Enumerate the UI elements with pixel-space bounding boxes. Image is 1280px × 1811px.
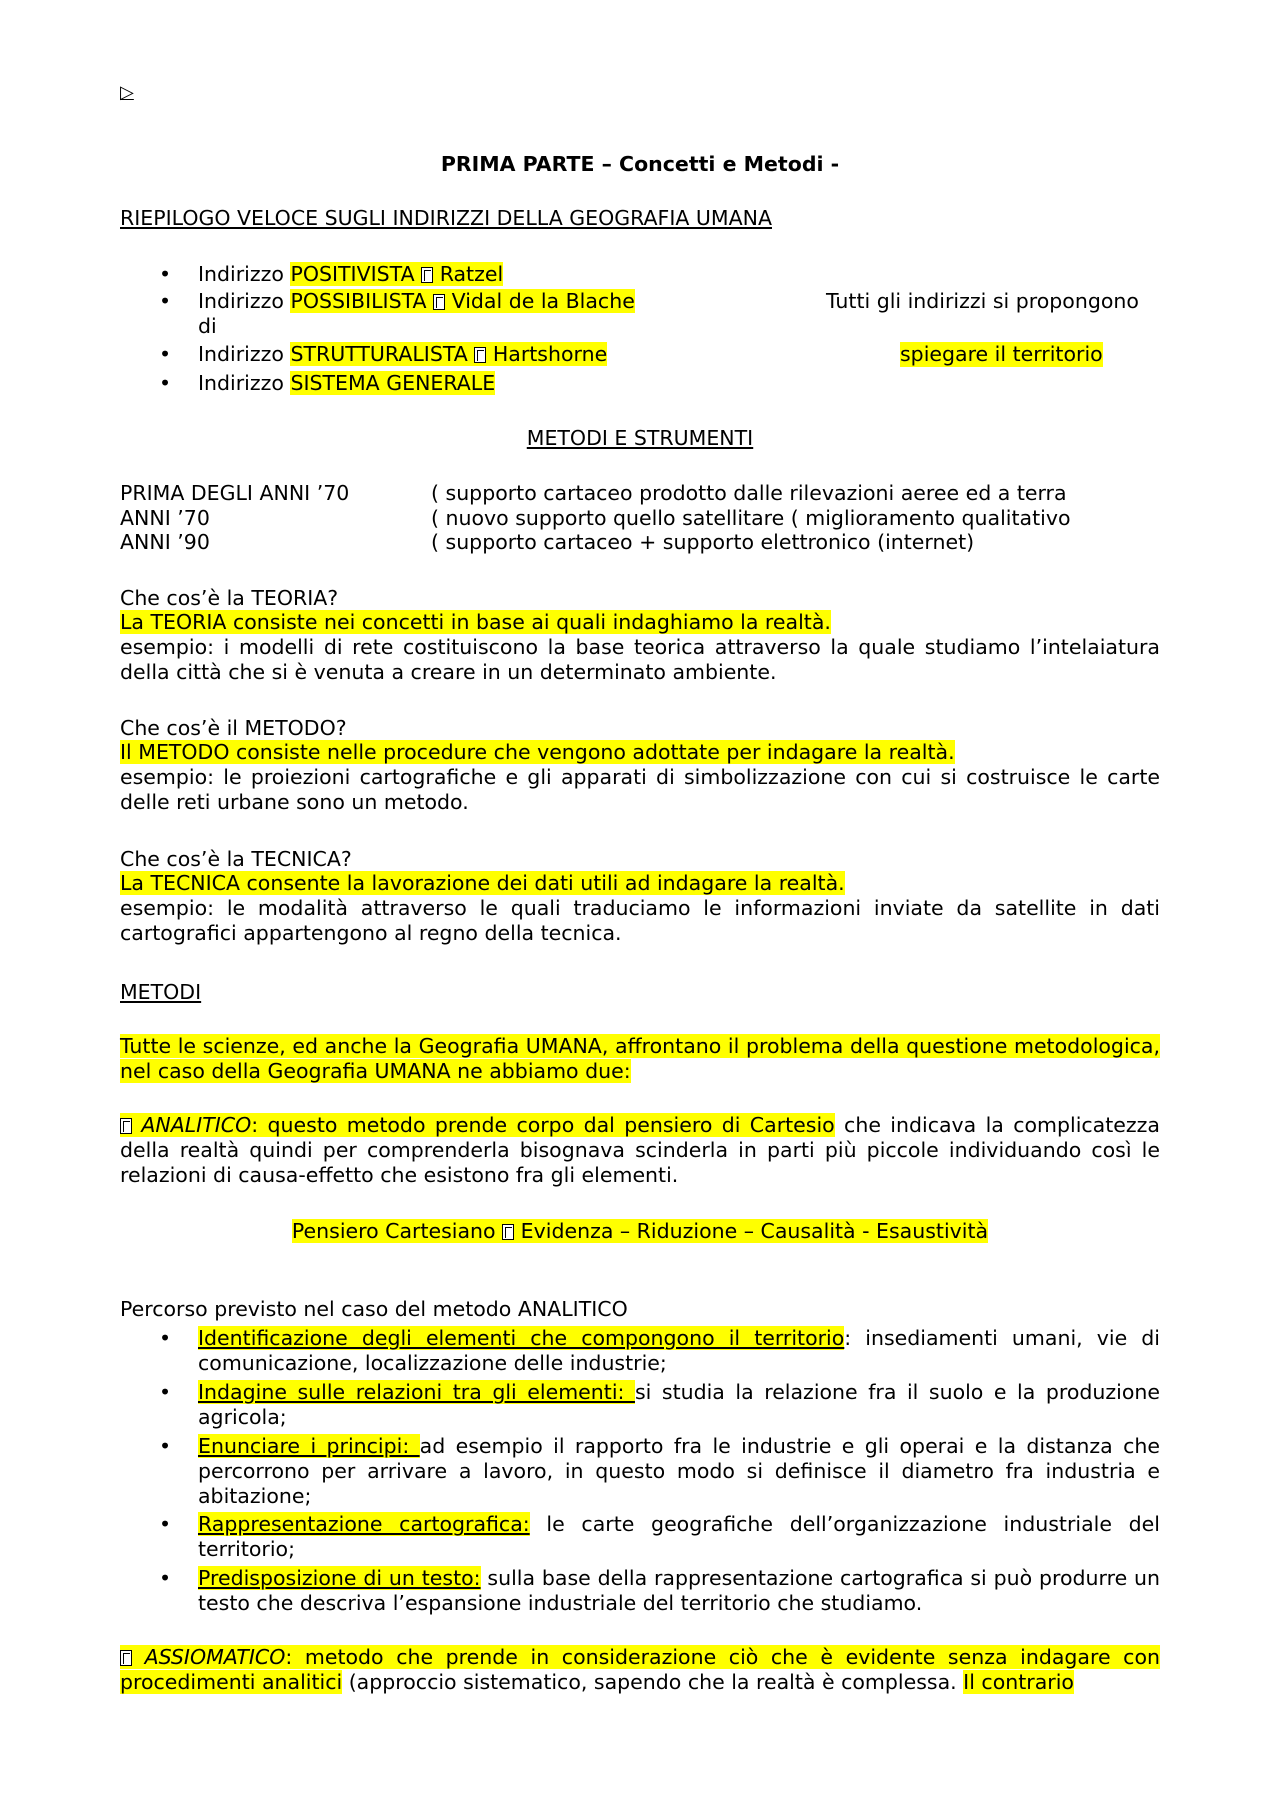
tecnica-question: Che cos’è la TECNICA? xyxy=(120,847,352,871)
list-item: Predisposizione di un testo: sulla base della rappresentazione cartografica si può produrre un testo che descriva l’espansione industriale del territorio che studiamo. xyxy=(198,1566,1161,1615)
arrow-symbol-icon xyxy=(120,1650,132,1666)
page-title: PRIMA PARTE – Concetti e Metodi - xyxy=(440,152,840,176)
metodo-example: esempio: le proiezioni cartografiche e gli apparati di simbolizzazione con cui si costruisce le carte delle reti urbane sono un metodo. xyxy=(120,765,1160,814)
list-item: Indagine sulle relazioni tra gli elementi: si studia la relazione fra il suolo e la produzione agricola; xyxy=(198,1380,1160,1429)
list-item: Indirizzo STRUTTURALISTA Hartshorne xyxy=(198,342,608,366)
assiomatico-paragraph: ASSIOMATICO: metodo che prende in considerazione ciò che è evidente senza indagare con procedimenti analitici (approccio sistematico, sapendo che la realtà è complessa. Il contrario xyxy=(120,1645,1160,1694)
bullet-icon: • xyxy=(158,371,172,395)
teoria-definition: La TEORIA consiste nei concetti in base ai quali indaghiamo la realtà. xyxy=(120,610,831,634)
riepilogo-heading: RIEPILOGO VELOCE SUGLI INDIRIZZI DELLA GEOGRAFIA UMANA xyxy=(120,206,772,230)
list-item: Rappresentazione cartografica: le carte geografiche dell’organizzazione industriale del territorio; xyxy=(198,1512,1160,1561)
bullet-icon: • xyxy=(158,1512,172,1536)
metodo-question: Che cos’è il METODO? xyxy=(120,716,347,740)
arrow-symbol-icon xyxy=(421,267,433,283)
indirizzi-note-continuation: di xyxy=(198,314,217,338)
metodo-definition: Il METODO consiste nelle procedure che vengono adottate per indagare la realtà. xyxy=(120,740,955,764)
bullet-icon: • xyxy=(158,289,172,313)
list-item: Identificazione degli elementi che compongono il territorio: insediamenti umani, vie di comunicazione, localizzazione delle industrie; xyxy=(198,1326,1160,1375)
list-item: Indirizzo POSITIVISTA Ratzel xyxy=(198,262,504,286)
list-item: Enunciare i principi: ad esempio il rapporto fra le industrie e gli operai e la distanza che percorrono per arrivare a lavoro, in questo modo si definisce il diametro fra industria e abitazione; xyxy=(198,1434,1160,1508)
bullet-icon: • xyxy=(158,1434,172,1458)
periodo-label: ANNI ’70 xyxy=(120,506,210,530)
bullet-icon: • xyxy=(158,262,172,286)
bullet-icon: • xyxy=(158,1566,172,1590)
periodo-text: ( supporto cartaceo + supporto elettronico (internet) xyxy=(431,530,975,554)
bullet-icon: • xyxy=(158,342,172,366)
analitico-paragraph: ANALITICO: questo metodo prende corpo dal pensiero di Cartesio che indicava la complicatezza della realtà quindi per comprenderla bisognava scinderla in parti più piccole individuando così le relazioni di causa-effetto che esistono fra gli elementi. xyxy=(120,1113,1160,1187)
arrow-symbol-icon xyxy=(502,1224,514,1240)
teoria-example: esempio: i modelli di rete costituiscono la base teorica attraverso la quale studiamo l’intelaiatura della città che si è venuta a creare in un determinato ambiente. xyxy=(120,635,1160,684)
indirizzi-note: Tutti gli indirizzi si propongono xyxy=(826,289,1139,313)
arrow-symbol-icon xyxy=(120,1118,132,1134)
periodo-label: PRIMA DEGLI ANNI ’70 xyxy=(120,481,350,505)
tecnica-example: esempio: le modalità attraverso le quali traduciamo le informazioni inviate da satellite in dati cartografici appartengono al regno della tecnica. xyxy=(120,896,1160,945)
percorso-heading: Percorso previsto nel caso del metodo ANALITICO xyxy=(120,1297,628,1321)
bullet-icon: • xyxy=(158,1326,172,1350)
metodi-strumenti-heading: METODI E STRUMENTI xyxy=(526,426,754,450)
indirizzi-note-highlight: spiegare il territorio xyxy=(900,342,1103,366)
metodi-intro: Tutte le scienze, ed anche la Geografia UMANA, affrontano il problema della questione metodologica, nel caso della Geografia UMANA ne abbiamo due: xyxy=(120,1034,1160,1083)
periodo-text: ( nuovo supporto quello satellitare ( miglioramento qualitativo xyxy=(431,506,1071,530)
tecnica-definition: La TECNICA consente la lavorazione dei dati utili ad indagare la realtà. xyxy=(120,871,845,895)
arrow-symbol-icon xyxy=(474,347,486,363)
pensiero-cartesiano: Pensiero Cartesiano Evidenza – Riduzione – Causalità - Esaustività xyxy=(291,1219,989,1243)
arrow-symbol-icon xyxy=(433,294,445,310)
teoria-question: Che cos’è la TEORIA? xyxy=(120,586,339,610)
triangle-marker-icon: ▷ xyxy=(120,82,134,103)
list-item: Indirizzo POSSIBILISTA Vidal de la Blache xyxy=(198,289,635,313)
periodo-label: ANNI ’90 xyxy=(120,530,210,554)
periodo-text: ( supporto cartaceo prodotto dalle rilevazioni aeree ed a terra xyxy=(431,481,1067,505)
bullet-icon: • xyxy=(158,1380,172,1404)
list-item: Indirizzo SISTEMA GENERALE xyxy=(198,371,496,395)
metodi-heading: METODI xyxy=(120,980,202,1004)
